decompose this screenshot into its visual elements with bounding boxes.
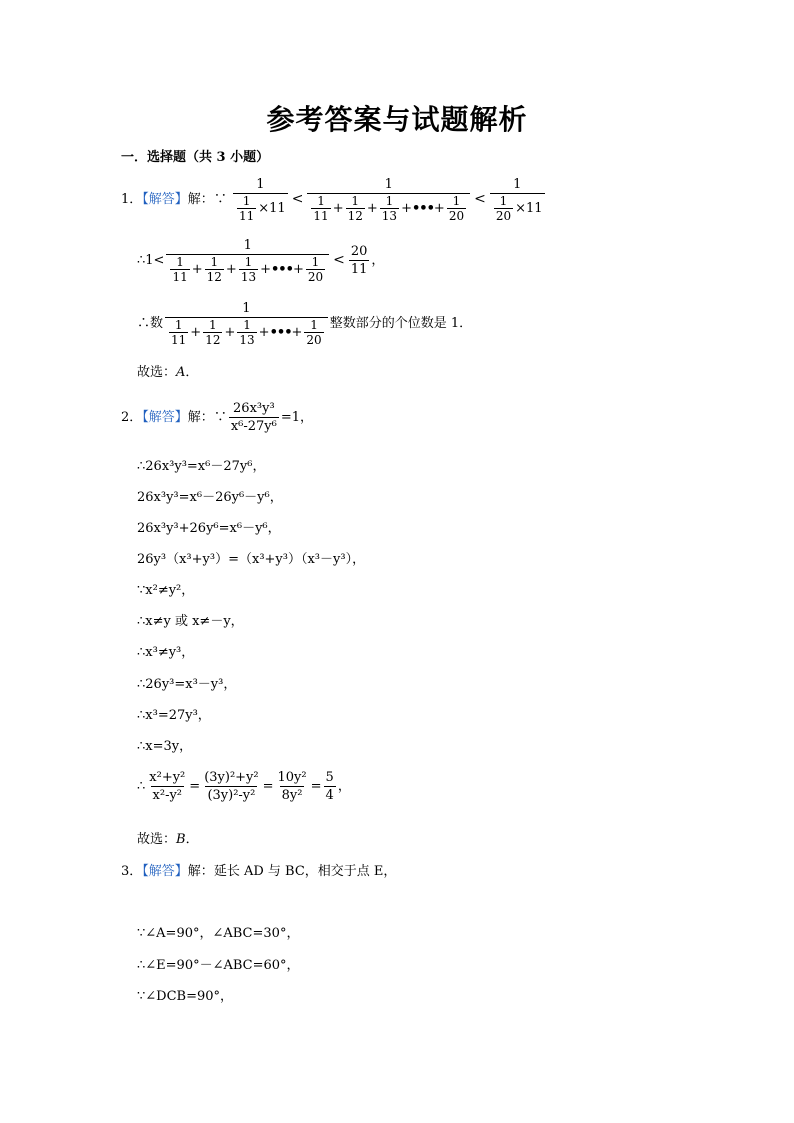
numerator: 1 <box>209 318 217 332</box>
choose-label: 故选： <box>137 365 177 380</box>
numerator: x²+y² <box>149 770 186 785</box>
denominator: 11 <box>171 333 187 347</box>
equals: = <box>189 779 201 794</box>
fraction <box>233 176 288 223</box>
denominator <box>165 317 328 347</box>
answer-choice: A <box>176 365 186 380</box>
plus: + <box>332 201 344 216</box>
q2-step-3: 26x³y³+26y⁶=x⁶－y⁶， <box>137 521 281 536</box>
numerator: 1 <box>242 194 251 208</box>
q1-line-3 <box>137 300 472 347</box>
q3-step-2: ∴∠E=90°－∠ABC=60°， <box>137 958 300 973</box>
times-text: ×11 <box>515 201 543 216</box>
numerator: 1 <box>384 177 393 192</box>
q3-step-1: ∵∠A=90°，∠ABC=30°， <box>137 926 300 941</box>
fraction <box>307 176 470 223</box>
numerator: 1 <box>243 238 252 253</box>
q2-step-1: ∴26x³y³=x⁶－27y⁶， <box>137 459 266 474</box>
q3-number: 3． <box>121 864 143 879</box>
fraction <box>165 300 328 347</box>
plus: + <box>260 262 271 277</box>
q3-step-3: ∵∠DCB=90°， <box>137 989 234 1004</box>
fraction <box>490 176 545 223</box>
numerator: 1 <box>242 301 251 316</box>
q1-choice-line <box>137 364 198 382</box>
denominator <box>490 193 545 223</box>
plus: + <box>291 325 303 340</box>
fraction <box>147 769 187 804</box>
denominator: 11 <box>238 209 255 223</box>
equals: = <box>310 779 322 794</box>
answer-tag: 【解答】 <box>142 410 188 425</box>
denominator: 8y² <box>281 788 303 803</box>
less-than: < <box>291 191 304 207</box>
fraction <box>349 243 370 278</box>
numerator: 1 <box>174 318 183 332</box>
because-symbol: ∵ <box>213 192 227 207</box>
plus: + <box>292 262 304 277</box>
comma: ， <box>337 779 351 794</box>
therefore-symbol: ∴ <box>137 779 146 794</box>
numerator: 1 <box>256 177 265 192</box>
denominator: 20 <box>448 209 465 223</box>
numerator: 1 <box>513 177 522 192</box>
fraction <box>324 769 336 804</box>
denominator: 20 <box>306 333 322 347</box>
numerator: 10y² <box>277 770 307 785</box>
choose-label: 故选： <box>137 832 177 847</box>
fraction <box>276 769 309 804</box>
solution-label: 解： <box>187 192 214 207</box>
q2-step-7: ∴x³≠y³， <box>137 645 195 660</box>
ellipsis: ••• <box>271 262 293 277</box>
numerator: 1 <box>310 318 318 332</box>
denominator: 13 <box>381 209 398 223</box>
solution-label: 解： <box>187 864 214 879</box>
q2-step-2: 26x³y³=x⁶－26y⁶－y⁶， <box>137 490 283 505</box>
denominator: 13 <box>240 270 257 284</box>
numerator: 1 <box>385 194 394 208</box>
fraction <box>166 237 329 284</box>
page-title: 参考答案与试题解析 <box>266 103 528 136</box>
period: ． <box>185 832 199 847</box>
q2-step-6: ∴x≠y 或 x≠－y， <box>137 614 244 629</box>
q2-step-4: 26y³（x³+y³）=（x³+y³）（x³－y³）， <box>137 552 366 567</box>
numerator: 5 <box>325 770 334 785</box>
numerator: 1 <box>243 318 251 332</box>
denominator: x²-y² <box>152 788 183 803</box>
q2-step-5: ∵x²≠y²， <box>137 583 195 598</box>
q2-final-equation <box>137 769 351 804</box>
answer-tag: 【解答】 <box>142 864 188 879</box>
plus: + <box>190 325 202 340</box>
times-text: ×11 <box>258 201 286 216</box>
answer-choice: B <box>176 832 186 847</box>
less-than: < <box>474 191 486 207</box>
denominator: 20 <box>495 209 512 223</box>
q3-construction: 延长 AD 与 BC，相交于点 E， <box>213 864 397 879</box>
q1-conclusion: 整数部分的个位数是 1． <box>329 316 473 331</box>
denominator: 4 <box>325 788 334 803</box>
ellipsis: ••• <box>411 201 434 216</box>
numerator: 1 <box>452 194 461 208</box>
denominator: 12 <box>205 333 221 347</box>
comma: ， <box>371 253 385 268</box>
equals-one: =1， <box>280 410 314 425</box>
denominator: x⁶-27y⁶ <box>230 419 277 434</box>
denominator <box>166 254 329 284</box>
period: ． <box>185 365 199 380</box>
denominator <box>233 193 288 223</box>
q2-step-8: ∴26y³=x³－y³， <box>137 677 237 692</box>
ellipsis: ••• <box>269 325 292 340</box>
numerator: 20 <box>350 244 368 259</box>
q1-number: 1． <box>121 192 143 207</box>
denominator: 13 <box>239 333 255 347</box>
denominator: 11 <box>172 270 188 284</box>
plus: + <box>191 262 203 277</box>
q1-line-2 <box>137 237 384 284</box>
answer-tag: 【解答】 <box>142 192 188 207</box>
numerator: 26x³y³ <box>233 401 275 416</box>
because-symbol: ∵ <box>213 410 227 425</box>
numerator: 1 <box>244 255 253 269</box>
denominator: 11 <box>313 209 329 223</box>
plus: + <box>366 201 378 216</box>
q2-step-9: ∴x³=27y³， <box>137 708 211 723</box>
equals: = <box>262 779 274 794</box>
q2-choice-line <box>137 831 199 849</box>
plus: + <box>258 325 270 340</box>
q3-line-1 <box>121 863 396 881</box>
denominator <box>307 193 470 223</box>
plus: + <box>433 201 445 216</box>
q2-number: 2． <box>121 410 143 425</box>
numerator: 1 <box>317 194 325 208</box>
q2-step-10: ∴x=3y， <box>137 739 193 754</box>
plus: + <box>225 262 237 277</box>
denominator: 11 <box>350 262 368 277</box>
denominator: 12 <box>347 209 363 223</box>
numerator: 1 <box>210 255 219 269</box>
denominator: 12 <box>206 270 222 284</box>
denominator: 20 <box>307 270 324 284</box>
less-than: < <box>333 252 345 268</box>
q2-line-1 <box>121 400 313 435</box>
solution-label: 解： <box>187 410 214 425</box>
plus: + <box>401 201 412 216</box>
fraction <box>202 769 260 804</box>
therefore-text: ∴数 <box>137 316 164 331</box>
denominator: (3y)²-y² <box>207 788 256 803</box>
numerator: 1 <box>499 194 508 208</box>
section-heading: 一．选择题（共 3 小题） <box>121 150 270 165</box>
therefore-text: ∴1< <box>137 253 165 268</box>
numerator: (3y)²+y² <box>204 770 259 785</box>
q1-line-1 <box>121 176 547 223</box>
numerator: 1 <box>311 255 320 269</box>
fraction <box>229 400 279 435</box>
numerator: 1 <box>351 194 360 208</box>
plus: + <box>224 325 236 340</box>
numerator: 1 <box>176 255 184 269</box>
